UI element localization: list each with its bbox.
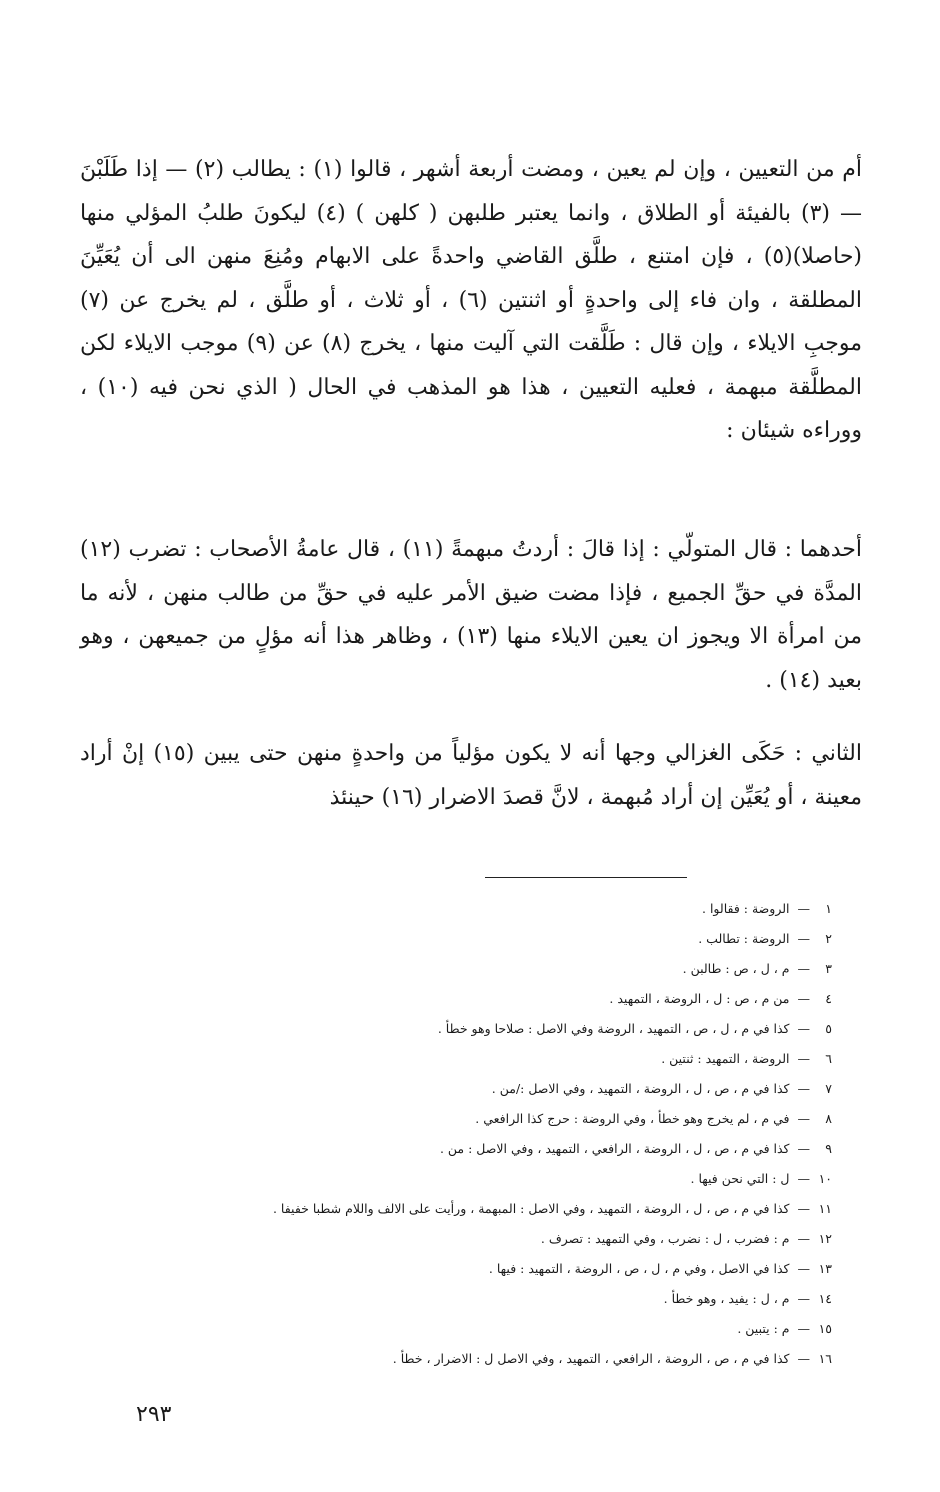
footnote-text: م : يتبين . bbox=[737, 1320, 790, 1336]
footnote-text: كذا في الاصل ، وفي م ، ل ، ص ، الروضة ، التمهيد : فيها . bbox=[488, 1260, 790, 1276]
footnote-text: كذا في م ، ل ، ص ، التمهيد ، الروضة وفي الاصل : صلاحا وهو خطأ . bbox=[437, 1020, 790, 1036]
paragraph-3: الثاني : حَكَى الغزالي وجها أنه لا يكون مؤلياً من واحدةٍ منهن حتى يبين (١٥) إنْ أراد معينة ، أو يُعَيِّن إن أراد مُبهمة ، لانَّ قصدَ الاضرار (١٦) حينئذ bbox=[80, 741, 862, 810]
footnote-number: ٢ bbox=[825, 930, 832, 946]
footnote-number: ٦ bbox=[825, 1050, 832, 1066]
footnote-number: ٤ bbox=[825, 990, 832, 1006]
footnote-number: ٩ bbox=[825, 1140, 832, 1156]
footnote-text: الروضة : فقالوا . bbox=[702, 900, 790, 916]
footnote-text: م ، ل : يفيد ، وهو خطأ . bbox=[663, 1290, 790, 1306]
footnote: ٣ — م ، ل ، ص : طالبن . bbox=[682, 960, 832, 976]
footnote: ١٦ — كذا في م ، ص ، الروضة ، الرافعي ، التمهيد ، وفي الاصل ل : الاضرار ، خطأ . bbox=[392, 1350, 832, 1366]
footnote-text: كذا في م ، ص ، ل ، الروضة ، الرافعي ، التمهيد ، وفي الاصل : من . bbox=[439, 1140, 790, 1156]
footnote-separator bbox=[485, 877, 687, 878]
footnote: ٢ — الروضة : تطالب . bbox=[698, 930, 832, 946]
footnote: ١٥ — م : يتبين . bbox=[737, 1320, 832, 1336]
paragraph-2: أحدهما : قال المتولّي : إذا قالَ : أردتُ مبهمةً (١١) ، قال عامةُ الأصحاب : تضرب (١٢) المدَّة في حقِّ الجميع ، فإذا مضت ضيق الأمر عليه في حقِّ من طالب منهن ، لأنه ما من امرأة الا ويجوز ان يعين الايلاء منها (١٣) ، وظاهر هذا أنه مؤلٍ من جميعهن ، وهو بعيد (١٤) . bbox=[80, 537, 863, 693]
footnote: ٩ — كذا في م ، ص ، ل ، الروضة ، الرافعي ، التمهيد ، وفي الاصل : من . bbox=[439, 1140, 832, 1156]
footnotes bbox=[60, 893, 832, 1373]
main-text bbox=[80, 148, 862, 819]
footnote-text: كذا في م ، ص ، ل ، الروضة ، التمهيد ، وفي الاصل :/من . bbox=[491, 1080, 790, 1096]
footnote: ١٠ — ل : التي نحن فيها . bbox=[690, 1170, 832, 1186]
footnote-number: ١٤ bbox=[818, 1290, 832, 1306]
footnote-text: كذا في م ، ص ، ل ، الروضة ، التمهيد ، وفي الاصل : المبهمة ، ورأيت على الالف واللام شطبا خفيفا . bbox=[272, 1200, 790, 1216]
footnote: ٦ — الروضة ، التمهيد : ثنتين . bbox=[661, 1050, 832, 1066]
footnote-number: ١٢ bbox=[818, 1230, 832, 1246]
footnote-text: كذا في م ، ص ، الروضة ، الرافعي ، التمهيد ، وفي الاصل ل : الاضرار ، خطأ . bbox=[392, 1350, 790, 1366]
footnote: ٤ — من م ، ص : ل ، الروضة ، التمهيد . bbox=[609, 990, 832, 1006]
footnote: ٨ — في م ، لم يخرج وهو خطأ ، وفي الروضة : حرج كذا الرافعي . bbox=[475, 1110, 832, 1126]
footnote-text: من م ، ص : ل ، الروضة ، التمهيد . bbox=[609, 990, 790, 1006]
footnote-text: م : فضرب ، ل : نضرب ، وفي التمهيد : تصرف . bbox=[540, 1230, 790, 1246]
page-number: ٢٩٣ bbox=[136, 1402, 172, 1427]
footnote-number: ٥ bbox=[825, 1020, 832, 1036]
footnote-number: ٨ bbox=[825, 1110, 832, 1126]
footnote: ١٢ — م : فضرب ، ل : نضرب ، وفي التمهيد : تصرف . bbox=[540, 1230, 832, 1246]
footnote-text: في م ، لم يخرج وهو خطأ ، وفي الروضة : حرج كذا الرافعي . bbox=[475, 1110, 790, 1126]
footnote-number: ١٥ bbox=[818, 1320, 832, 1336]
paragraph-1: أم من التعيين ، وإن لم يعين ، ومضت أربعة أشهر ، قالوا (١) : يطالب (٢) — إذا طَلَبْنَ — (٣) بالفيئة أو الطلاق ، وانما يعتبر طلبهن ( كلهن ) (٤) ليكونَ طلبُ المؤلي منها (حاصلا)(٥) ، فإن امتنع ، طلَّق القاضي واحدةً على الابهام ومُنِعَ منهن الى أن يُعَيِّنَ المطلقة ، وان فاء إلى واحدةٍ أو اثنتين (٦) ، أو ثلاث ، أو طلَّق ، لم يخرج عن (٧) موجبِ الايلاء ، وإن قال : طَلَّقت التي آليت منها ، يخرج (٨) عن (٩) موجب الايلاء لكن المطلَّقة مبهمة ، فعليه التعيين ، هذا هو المذهب في الحال ( الذي نحن فيه (١٠) ، ووراءه شيئان : bbox=[80, 157, 863, 443]
footnote-number: ١١ bbox=[818, 1200, 832, 1216]
footnote: ١١ — كذا في م ، ص ، ل ، الروضة ، التمهيد ، وفي الاصل : المبهمة ، ورأيت على الالف واللام شطبا خفيفا . bbox=[272, 1200, 832, 1216]
footnote-text: م ، ل ، ص : طالبن . bbox=[682, 960, 790, 976]
footnote: ١٤ — م ، ل : يفيد ، وهو خطأ . bbox=[663, 1290, 832, 1306]
footnote-number: ١٦ bbox=[818, 1350, 832, 1366]
footnote-text: الروضة : تطالب . bbox=[698, 930, 790, 946]
footnote: ٥ — كذا في م ، ل ، ص ، التمهيد ، الروضة وفي الاصل : صلاحا وهو خطأ . bbox=[437, 1020, 832, 1036]
footnote: ١ — الروضة : فقالوا . bbox=[702, 900, 832, 916]
footnote: ١٣ — كذا في الاصل ، وفي م ، ل ، ص ، الروضة ، التمهيد : فيها . bbox=[488, 1260, 832, 1276]
footnote-number: ١٠ bbox=[818, 1170, 832, 1186]
footnote-text: الروضة ، التمهيد : ثنتين . bbox=[661, 1050, 790, 1066]
footnote-text: ل : التي نحن فيها . bbox=[690, 1170, 790, 1186]
footnote-number: ١ bbox=[825, 900, 832, 916]
footnote: ٧ — كذا في م ، ص ، ل ، الروضة ، التمهيد ، وفي الاصل :/من . bbox=[491, 1080, 832, 1096]
footnote-number: ٧ bbox=[825, 1080, 832, 1096]
footnote-number: ٣ bbox=[825, 960, 832, 976]
footnote-number: ١٣ bbox=[818, 1260, 832, 1276]
